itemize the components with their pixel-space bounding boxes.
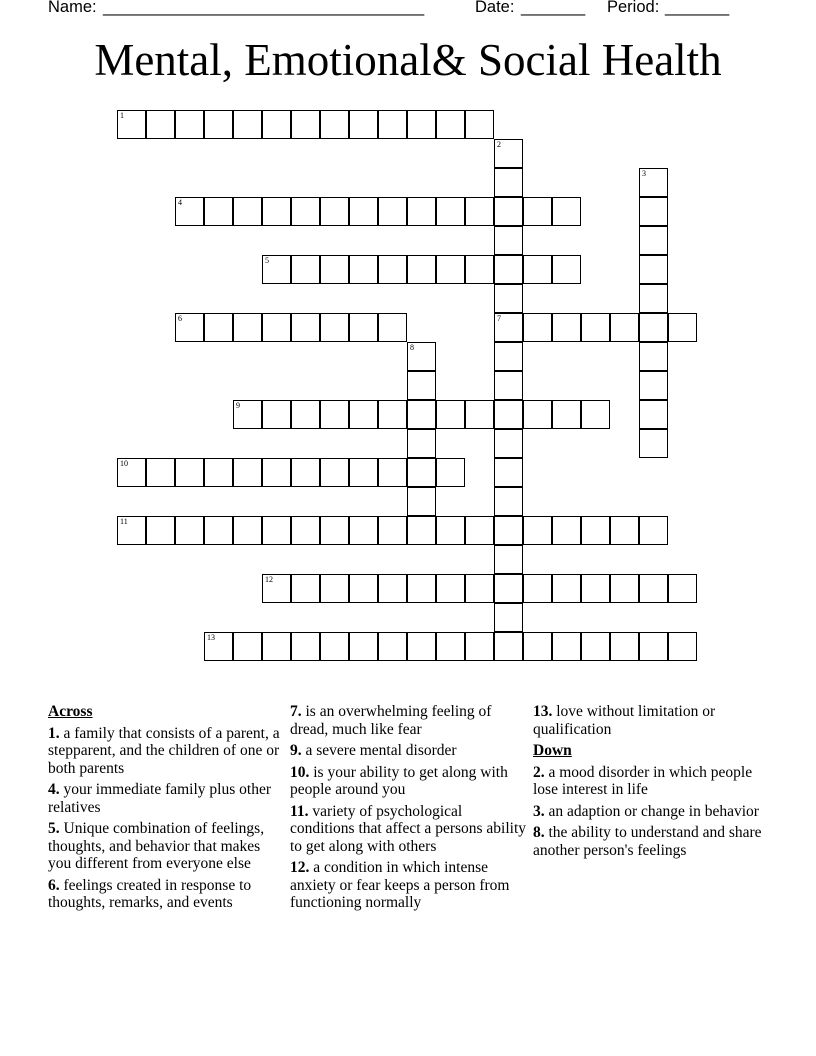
grid-cell[interactable]	[639, 284, 668, 313]
grid-cell[interactable]	[494, 342, 523, 371]
clue-across-13: 13. love without limitation or qualification	[533, 703, 716, 738]
date-line[interactable]: _______	[521, 0, 586, 16]
grid-cell[interactable]	[407, 342, 436, 371]
grid-cell[interactable]	[204, 516, 233, 545]
grid-cell[interactable]	[494, 458, 523, 487]
grid-cell[interactable]	[378, 255, 407, 284]
grid-cell[interactable]	[581, 313, 610, 342]
grid-cell[interactable]	[262, 255, 291, 284]
grid-cell[interactable]	[320, 313, 349, 342]
grid-cell[interactable]	[262, 516, 291, 545]
grid-cell[interactable]	[117, 110, 146, 139]
grid-cell[interactable]	[610, 632, 639, 661]
grid-cell[interactable]	[378, 516, 407, 545]
grid-cell[interactable]	[291, 516, 320, 545]
down-heading: Down	[533, 742, 572, 759]
grid-cell[interactable]	[349, 458, 378, 487]
clue-across-10: 10. is your ability to get along with people around you	[290, 763, 508, 798]
grid-cell[interactable]	[494, 545, 523, 574]
grid-cell[interactable]	[436, 255, 465, 284]
clue-number: 12	[265, 575, 273, 584]
grid-cell[interactable]	[523, 255, 552, 284]
clue-across-7: 7. is an overwhelming feeling of dread, much like fear	[290, 703, 492, 738]
grid-cell[interactable]	[494, 400, 523, 429]
grid-cell[interactable]	[494, 429, 523, 458]
grid-cell[interactable]	[407, 487, 436, 516]
clue-number: 5	[265, 256, 269, 265]
clue-number: 4	[178, 198, 182, 207]
grid-cell[interactable]	[349, 516, 378, 545]
grid-cell[interactable]	[349, 110, 378, 139]
grid-cell[interactable]	[291, 632, 320, 661]
clue-across-6: 6. feelings created in response to thoughts, remarks, and events	[48, 876, 252, 911]
grid-cell[interactable]	[436, 574, 465, 603]
grid-cell[interactable]	[233, 110, 262, 139]
name-line[interactable]: ___________________________________	[103, 0, 425, 16]
clue-number: 3	[642, 169, 646, 178]
clue-number: 13	[207, 633, 215, 642]
clue-across-4: 4. your immediate family plus other relatives	[48, 781, 271, 816]
grid-cell[interactable]	[465, 632, 494, 661]
grid-cell[interactable]	[523, 400, 552, 429]
clue-down-8: 8. the ability to understand and share another person's feelings	[533, 824, 762, 859]
grid-cell[interactable]	[291, 197, 320, 226]
grid-cell[interactable]	[494, 603, 523, 632]
grid-cell[interactable]	[349, 197, 378, 226]
grid-cell[interactable]	[639, 342, 668, 371]
grid-cell[interactable]	[639, 255, 668, 284]
clue-number: 7	[497, 314, 501, 323]
grid-cell[interactable]	[320, 458, 349, 487]
grid-cell[interactable]	[494, 284, 523, 313]
grid-cell[interactable]	[175, 197, 204, 226]
grid-cell[interactable]	[639, 168, 668, 197]
grid-cell[interactable]	[639, 429, 668, 458]
grid-cell[interactable]	[378, 574, 407, 603]
grid-cell[interactable]	[233, 516, 262, 545]
grid-cell[interactable]	[465, 574, 494, 603]
grid-cell[interactable]	[494, 139, 523, 168]
grid-cell[interactable]	[117, 516, 146, 545]
grid-cell[interactable]	[233, 400, 262, 429]
clue-across-12: 12. a condition in which intense anxiety or fear keeps a person from functioning normally	[290, 859, 510, 911]
grid-cell[interactable]	[407, 110, 436, 139]
clue-across-11: 11. variety of psychological conditions that affect a persons ability to get along with others	[290, 802, 527, 855]
clue-number: 9	[236, 401, 240, 410]
grid-cell[interactable]	[552, 400, 581, 429]
grid-cell[interactable]	[204, 110, 233, 139]
grid-cell[interactable]	[523, 516, 552, 545]
grid-cell[interactable]	[610, 516, 639, 545]
across-heading: Across	[48, 703, 93, 720]
grid-cell[interactable]	[465, 255, 494, 284]
grid-cell[interactable]	[233, 197, 262, 226]
clues-column-2	[290, 703, 530, 916]
grid-cell[interactable]	[117, 458, 146, 487]
grid-cell[interactable]	[320, 574, 349, 603]
grid-cell[interactable]	[581, 632, 610, 661]
grid-cell[interactable]	[175, 458, 204, 487]
grid-cell[interactable]	[407, 197, 436, 226]
grid-cell[interactable]	[407, 429, 436, 458]
grid-cell[interactable]	[552, 516, 581, 545]
clue-number: 1	[120, 111, 124, 120]
grid-cell[interactable]	[639, 516, 668, 545]
period-label: Period:	[607, 0, 660, 16]
grid-cell[interactable]	[204, 197, 233, 226]
grid-cell[interactable]	[610, 574, 639, 603]
grid-cell[interactable]	[175, 313, 204, 342]
grid-cell[interactable]	[494, 168, 523, 197]
clue-number: 10	[120, 459, 128, 468]
grid-cell[interactable]	[378, 197, 407, 226]
grid-cell[interactable]	[233, 313, 262, 342]
clues-column-1	[48, 703, 284, 916]
grid-cell[interactable]	[639, 313, 668, 342]
grid-cell[interactable]	[494, 197, 523, 226]
grid-cell[interactable]	[639, 574, 668, 603]
grid-cell[interactable]	[349, 632, 378, 661]
grid-cell[interactable]	[262, 400, 291, 429]
grid-cell[interactable]	[494, 313, 523, 342]
clue-across-5: 5. Unique combination of feelings, thoughts, and behavior that makes you different from everyone else	[48, 820, 265, 872]
grid-cell[interactable]	[262, 110, 291, 139]
clue-number: 8	[410, 343, 414, 352]
grid-cell[interactable]	[494, 371, 523, 400]
grid-cell[interactable]	[494, 255, 523, 284]
clue-number: 6	[178, 314, 182, 323]
grid-cell[interactable]	[146, 110, 175, 139]
clue-across-1: 1. a family that consists of a parent, a stepparent, and the children of one or both parents	[48, 724, 280, 777]
grid-cell[interactable]	[175, 516, 204, 545]
grid-cell[interactable]	[581, 574, 610, 603]
grid-cell[interactable]	[639, 197, 668, 226]
clue-number: 2	[497, 140, 501, 149]
grid-cell[interactable]	[291, 313, 320, 342]
grid-cell[interactable]	[436, 197, 465, 226]
grid-cell[interactable]	[378, 458, 407, 487]
grid-cell[interactable]	[639, 400, 668, 429]
name-label: Name:	[48, 0, 97, 16]
grid-cell[interactable]	[291, 255, 320, 284]
grid-cell[interactable]	[407, 371, 436, 400]
grid-cell[interactable]	[204, 458, 233, 487]
clue-number: 11	[120, 517, 128, 526]
grid-cell[interactable]	[378, 313, 407, 342]
grid-cell[interactable]	[494, 632, 523, 661]
grid-cell[interactable]	[639, 226, 668, 255]
grid-cell[interactable]	[175, 110, 204, 139]
grid-cell[interactable]	[146, 516, 175, 545]
grid-cell[interactable]	[291, 458, 320, 487]
grid-cell[interactable]	[610, 313, 639, 342]
grid-cell[interactable]	[262, 197, 291, 226]
grid-cell[interactable]	[349, 255, 378, 284]
grid-cell[interactable]	[378, 632, 407, 661]
grid-cell[interactable]	[552, 197, 581, 226]
grid-cell[interactable]	[494, 574, 523, 603]
grid-cell[interactable]	[407, 400, 436, 429]
clue-across-9: 9. a severe mental disorder	[290, 742, 457, 759]
grid-cell[interactable]	[146, 458, 175, 487]
grid-cell[interactable]	[639, 371, 668, 400]
grid-cell[interactable]	[233, 458, 262, 487]
grid-cell[interactable]	[552, 632, 581, 661]
clues-column-3	[533, 703, 773, 863]
grid-cell[interactable]	[523, 574, 552, 603]
grid-cell[interactable]	[494, 226, 523, 255]
grid-cell[interactable]	[320, 516, 349, 545]
grid-cell[interactable]	[378, 110, 407, 139]
grid-cell[interactable]	[320, 255, 349, 284]
grid-cell[interactable]	[262, 313, 291, 342]
grid-cell[interactable]	[436, 110, 465, 139]
grid-cell[interactable]	[523, 632, 552, 661]
grid-cell[interactable]	[465, 400, 494, 429]
grid-cell[interactable]	[291, 400, 320, 429]
grid-cell[interactable]	[349, 574, 378, 603]
grid-cell[interactable]	[320, 400, 349, 429]
grid-cell[interactable]	[320, 197, 349, 226]
grid-cell[interactable]	[552, 313, 581, 342]
grid-cell[interactable]	[465, 110, 494, 139]
grid-cell[interactable]	[494, 487, 523, 516]
grid-cell[interactable]	[262, 574, 291, 603]
grid-cell[interactable]	[262, 458, 291, 487]
grid-cell[interactable]	[668, 632, 697, 661]
grid-cell[interactable]	[581, 400, 610, 429]
grid-cell[interactable]	[668, 574, 697, 603]
grid-cell[interactable]	[407, 632, 436, 661]
grid-cell[interactable]	[204, 313, 233, 342]
grid-cell[interactable]	[436, 632, 465, 661]
grid-cell[interactable]	[320, 632, 349, 661]
grid-cell[interactable]	[552, 255, 581, 284]
grid-cell[interactable]	[320, 110, 349, 139]
grid-cell[interactable]	[436, 516, 465, 545]
clue-down-3: 3. an adaption or change in behavior	[533, 802, 759, 820]
grid-cell[interactable]	[465, 516, 494, 545]
page-title: Mental, Emotional& Social Health	[94, 35, 722, 85]
grid-cell[interactable]	[465, 197, 494, 226]
grid-cell[interactable]	[262, 632, 291, 661]
grid-cell[interactable]	[291, 110, 320, 139]
grid-cell[interactable]	[349, 313, 378, 342]
grid-cell[interactable]	[204, 632, 233, 661]
grid-cell[interactable]	[378, 400, 407, 429]
grid-cell[interactable]	[552, 574, 581, 603]
grid-cell[interactable]	[407, 574, 436, 603]
clue-down-2: 2. a mood disorder in which people lose interest in life	[533, 763, 753, 798]
period-line[interactable]: _______	[665, 0, 730, 16]
date-label: Date:	[475, 0, 515, 16]
grid-cell[interactable]	[436, 400, 465, 429]
grid-cell[interactable]	[668, 313, 697, 342]
grid-cell[interactable]	[523, 197, 552, 226]
grid-cell[interactable]	[436, 458, 465, 487]
grid-cell[interactable]	[407, 458, 436, 487]
grid-cell[interactable]	[523, 313, 552, 342]
grid-cell[interactable]	[581, 516, 610, 545]
grid-cell[interactable]	[291, 574, 320, 603]
grid-cell[interactable]	[407, 255, 436, 284]
grid-cell[interactable]	[494, 516, 523, 545]
grid-cell[interactable]	[349, 400, 378, 429]
grid-cell[interactable]	[407, 516, 436, 545]
grid-cell[interactable]	[639, 632, 668, 661]
grid-cell[interactable]	[233, 632, 262, 661]
